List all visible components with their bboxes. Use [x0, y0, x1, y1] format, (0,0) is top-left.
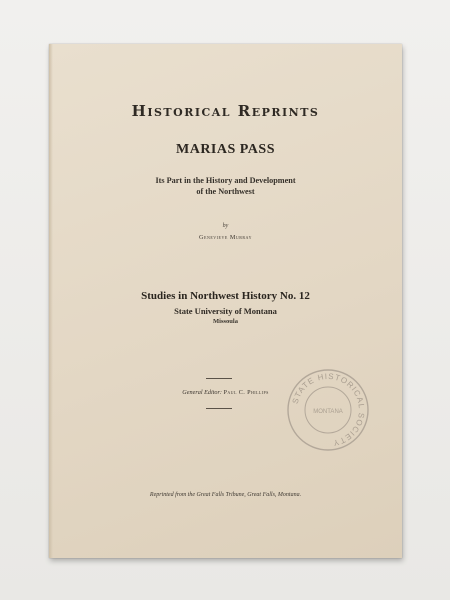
series-title: Historical Reprints: [131, 102, 320, 120]
publisher-name: State University of Montana: [174, 306, 277, 316]
document-title: MARIAS PASS: [176, 142, 275, 157]
editor-label: General Editor:: [182, 389, 222, 396]
publisher-city: Missoula: [213, 318, 238, 325]
subtitle-line: Its Part in the History and Development: [155, 176, 296, 185]
series-name: Studies in Northwest History No. 12: [141, 290, 310, 302]
pamphlet-cover: [49, 44, 402, 558]
by-line: by: [222, 223, 229, 229]
stamp-inner-text: MONTANA: [313, 409, 343, 415]
library-stamp: [286, 368, 370, 452]
reprint-note: Reprinted from the Great Falls Tribune, Great Falls, Montana.: [149, 492, 302, 498]
document-subtitle: [49, 175, 402, 197]
stamp-outer-text: STATE HISTORICAL SOCIETY: [290, 371, 367, 448]
author-name: Genevieve Murray: [199, 234, 252, 241]
divider-top: [206, 378, 232, 379]
divider-bottom: [206, 408, 232, 409]
subtitle-line: of the Northwest: [196, 187, 255, 196]
editor-name: Paul C. Phillips: [223, 389, 269, 396]
